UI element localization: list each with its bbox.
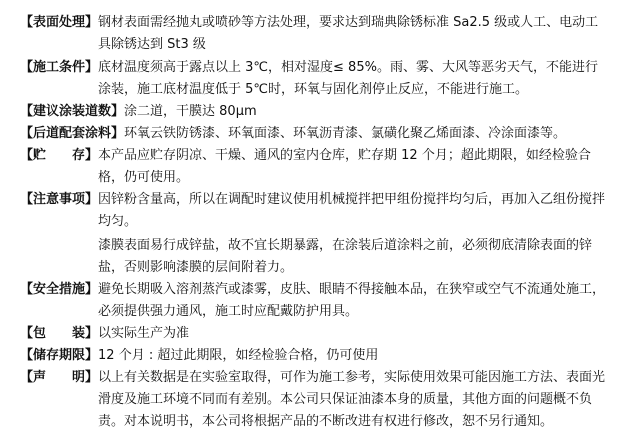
section-statement [20, 367, 606, 433]
safety-text: 避免长期吸入溶剂蒸汽或漆雾，皮肤、眼睛不得接触本品，在狭窄或空气不流通处施工，必须提供强力通风，施工时应配戴防护用具。 [98, 282, 606, 319]
section-subsequent-coatings [20, 123, 606, 145]
section-safety [20, 279, 606, 323]
precautions-text-2: 漆膜表面易行成锌盐，故不宜长期暴露，在涂装后道涂料之前，必须彻底清除表面的锌盐，否则影响漆膜的层间附着力。 [98, 238, 593, 275]
section-application-conditions [20, 57, 606, 101]
section-recommended-coats [20, 101, 606, 123]
shelf-life-label: 【储存期限】 [20, 348, 99, 363]
section-storage [20, 145, 606, 189]
subsequent-coatings-text: 环氧云铁防锈漆、环氧面漆、环氧沥青漆、氯磺化聚乙烯面漆、冷涂面漆等。 [124, 126, 567, 141]
safety-label: 【安全措施】 [20, 282, 99, 297]
recommended-coats-text: 涂二道，干膜达 80μm [124, 104, 257, 119]
application-conditions-text: 底材温度须高于露点以上 3℃，相对湿度≤ 85%。雨、雾、大风等恶劣天气，不能进行涂装，施工底材温度低于 5℃时，环氧与固化剂停止反应，不能进行施工。 [98, 60, 598, 97]
subsequent-coatings-label: 【后道配套涂料】 [20, 126, 125, 141]
section-packaging [20, 323, 606, 345]
surface-treatment-label: 【表面处理】 [20, 15, 99, 30]
packaging-label: 【包 装】 [20, 326, 99, 341]
section-surface-treatment [20, 12, 606, 56]
storage-label: 【贮 存】 [20, 148, 99, 163]
precautions-label: 【注意事项】 [20, 192, 99, 207]
application-conditions-label: 【施工条件】 [20, 60, 99, 75]
storage-text: 本产品应贮存阴凉、干燥、通风的室内仓库，贮存期 12 个月；超此期限，如经检验合格，仍可使用。 [98, 148, 591, 185]
shelf-life-text: 12 个月 : 超过此期限，如经检验合格，仍可使用 [98, 348, 379, 363]
recommended-coats-label: 【建议涂装道数】 [20, 104, 125, 119]
statement-text: 以上有关数据是在实验室取得，可作为施工参考，实际使用效果可能因施工方法、表面光滑度及施工环境不同而有差别。本公司只保证油漆本身的质量，其他方面的问题概不负责。对本说明书，本公司将根据产品的不断改进有权进行修改，恕不另行通知。 [98, 370, 606, 429]
precautions-text-1: 因锌粉含量高，所以在调配时建议使用机械搅拌把甲组份搅拌均匀后，再加入乙组份搅拌均匀。 [98, 192, 606, 229]
section-shelf-life [20, 345, 606, 367]
section-precautions [20, 189, 606, 279]
packaging-text: 以实际生产为准 [98, 326, 190, 341]
surface-treatment-text: 钢材表面需经抛丸或喷砂等方法处理，要求达到瑞典除锈标准 Sa2.5 级或人工、电动工具除锈达到 St3 级 [98, 15, 599, 52]
statement-label: 【声 明】 [20, 370, 99, 385]
